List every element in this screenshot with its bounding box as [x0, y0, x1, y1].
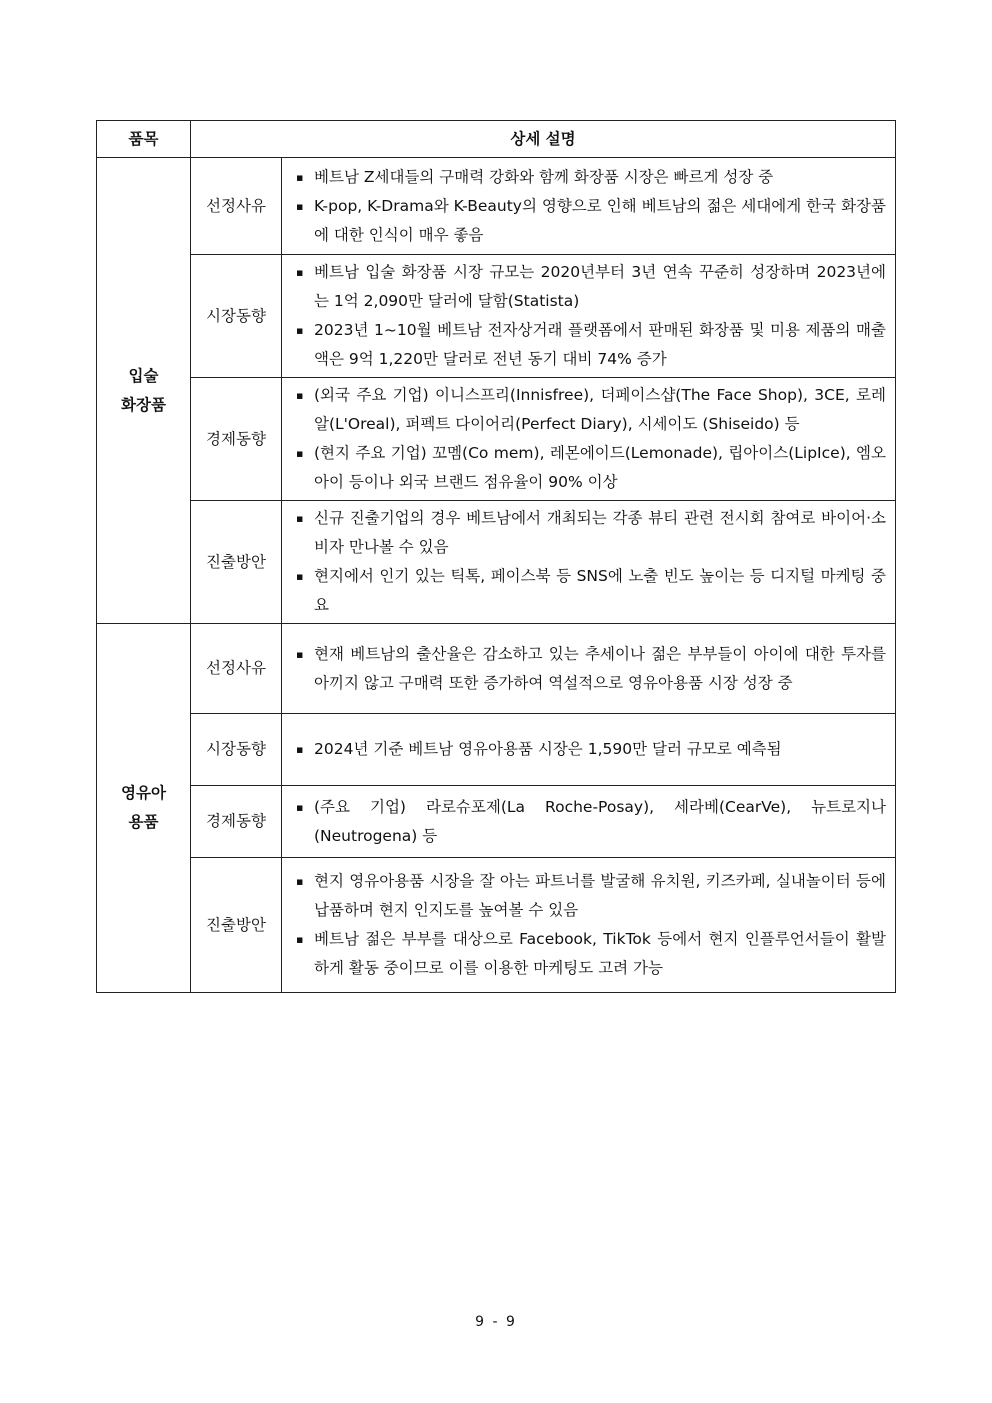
row-description — [282, 858, 896, 993]
row-label: 선정사유 — [191, 158, 282, 255]
bullet-item: ▪ 베트남 Z세대들의 구매력 강화와 함께 화장품 시장은 빠르게 성장 중 — [292, 163, 886, 192]
header-item: 품목 — [97, 121, 191, 158]
bullet-item: ▪ (현지 주요 기업) 꼬멤(Co mem), 레몬에이드(Lemonade), 립아이스(LipIce), 엠오아이 등이나 외국 브랜드 점유율이 90% 이상 — [292, 439, 886, 497]
row-description — [282, 255, 896, 378]
bullet-item: ▪ (주요 기업) 라로슈포제(La Roche-Posay), 세라베(CearVe), 뉴트로지나 (Neutrogena) 등 — [292, 793, 886, 851]
row-label: 선정사유 — [191, 624, 282, 714]
bullet-item: ▪ 신규 진출기업의 경우 베트남에서 개최되는 각종 뷰티 관련 전시회 참여로 바이어·소비자 만나볼 수 있음 — [292, 504, 886, 562]
bullet-item: ▪ 베트남 입술 화장품 시장 규모는 2020년부터 3년 연속 꾸준히 성장하며 2023년에는 1억 2,090만 달러에 달함(Statista) — [292, 258, 886, 316]
product-detail-table — [96, 120, 896, 993]
table-header-row — [97, 121, 896, 158]
item-name-line: 화장품 — [121, 395, 166, 414]
row-label: 진출방안 — [191, 501, 282, 624]
bullet-item: ▪ 현지 영유아용품 시장을 잘 아는 파트너를 발굴해 유치원, 키즈카페, 실내놀이터 등에 납품하며 현지 인지도를 높여볼 수 있음 — [292, 867, 886, 925]
row-label: 시장동향 — [191, 714, 282, 786]
item-name-lip-cosmetics — [97, 158, 191, 624]
row-description — [282, 786, 896, 858]
table-row — [97, 378, 896, 501]
bullet-item: ▪ K-pop, K-Drama와 K-Beauty의 영향으로 인해 베트남의 젊은 세대에게 한국 화장품에 대한 인식이 매우 좋음 — [292, 192, 886, 250]
table-row — [97, 624, 896, 714]
row-description — [282, 158, 896, 255]
item-name-line: 용품 — [128, 813, 159, 831]
item-name-line: 영유아 — [121, 784, 166, 802]
page-number: 9 - 9 — [475, 1314, 517, 1330]
table-row — [97, 786, 896, 858]
table-row — [97, 714, 896, 786]
table-row — [97, 255, 896, 378]
bullet-item: ▪ 2024년 기준 베트남 영유아용품 시장은 1,590만 달러 규모로 예측됨 — [292, 735, 886, 764]
row-label: 경제동향 — [191, 378, 282, 501]
row-description — [282, 501, 896, 624]
row-label: 진출방안 — [191, 858, 282, 993]
bullet-item: ▪ 2023년 1~10월 베트남 전자상거래 플랫폼에서 판매된 화장품 및 미용 제품의 매출액은 9억 1,220만 달러로 전년 동기 대비 74% 증가 — [292, 316, 886, 374]
table-row — [97, 858, 896, 993]
row-label: 경제동향 — [191, 786, 282, 858]
bullet-item: ▪ (외국 주요 기업) 이니스프리(Innisfree), 더페이스샵(The Face Shop), 3CE, 로레알(L'Oreal), 퍼펙트 다이어리(Perfect Diary), 시세이도 (Shiseido) 등 — [292, 381, 886, 439]
bullet-item: ▪ 베트남 젊은 부부를 대상으로 Facebook, TikTok 등에서 현지 인플루언서들이 활발하게 활동 중이므로 이를 이용한 마케팅도 고려 가능 — [292, 925, 886, 983]
bullet-item: ▪ 현지에서 인기 있는 틱톡, 페이스북 등 SNS에 노출 빈도 높이는 등 디지털 마케팅 중요 — [292, 562, 886, 620]
item-name-line: 입술 — [128, 366, 159, 385]
header-detail: 상세 설명 — [191, 121, 896, 158]
row-label: 시장동향 — [191, 255, 282, 378]
row-description — [282, 378, 896, 501]
row-description — [282, 714, 896, 786]
bullet-item: ▪ 현재 베트남의 출산율은 감소하고 있는 추세이나 젊은 부부들이 아이에 대한 투자를 아끼지 않고 구매력 또한 증가하여 역설적으로 영유아용품 시장 성장 중 — [292, 640, 886, 698]
table-row — [97, 501, 896, 624]
item-name-baby-products — [97, 624, 191, 993]
table-row — [97, 158, 896, 255]
row-description — [282, 624, 896, 714]
